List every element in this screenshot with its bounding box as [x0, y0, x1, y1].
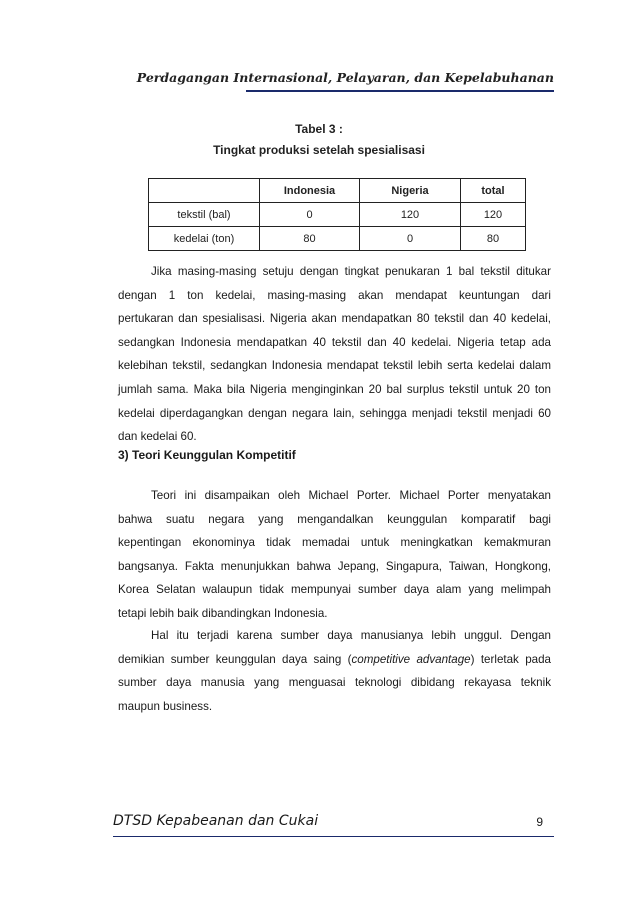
table-cell: 120 — [461, 203, 526, 227]
paragraph-line: maupun business. — [118, 699, 213, 713]
paragraph-human-resources — [118, 624, 551, 718]
paragraph-line: bangsanya. Fakta menunjukkan bahwa Jepang, Singapura, Taiwan, Hongkong, — [118, 559, 551, 573]
paragraph-line: sedangkan Indonesia mendapatkan 40 tekstil dan 40 kedelai. Nigeria tetap ada — [118, 335, 551, 349]
section-heading: 3) Teori Keunggulan Kompetitif — [118, 448, 296, 462]
table-cell: tekstil (bal) — [149, 203, 260, 227]
header-rule — [246, 90, 554, 92]
table-header-cell: Nigeria — [360, 179, 461, 203]
table-cell: 80 — [260, 227, 360, 251]
text-fragment: demikian sumber keunggulan daya saing ( — [118, 652, 352, 666]
page-number: 9 — [536, 815, 543, 829]
paragraph-line: kepentingan ekonominya tidak memadai untuk meningkatkan kemakmuran — [118, 536, 551, 550]
paragraph-porter — [118, 484, 551, 626]
paragraph-line: kedelai diperdagangkan dengan negara lain, sehingga menjadi tekstil menjadi 60 — [118, 406, 551, 420]
table-header-cell: total — [461, 179, 526, 203]
paragraph-line: bahwa suatu negara yang mengandalkan keunggulan komparatif bagi — [118, 512, 551, 526]
paragraph-line: Korea Selatan walaupun tidak mempunyai sumber daya alam yang melimpah — [118, 583, 551, 597]
paragraph-line: Hal itu terjadi karena sumber daya manusianya lebih unggul. Dengan — [151, 629, 551, 642]
paragraph-line: tetapi lebih baik dibandingkan Indonesia. — [118, 606, 328, 620]
paragraph-exchange — [118, 260, 551, 449]
table-cell: kedelai (ton) — [149, 227, 260, 251]
paragraph-line: Jika masing-masing setuju dengan tingkat penukaran 1 bal tekstil ditukar — [151, 265, 551, 278]
production-table — [148, 178, 526, 251]
table-row — [149, 227, 526, 251]
footer-rule — [113, 836, 554, 837]
table-cell: 0 — [260, 203, 360, 227]
paragraph-line: pertukaran dan spesialisasi. Nigeria akan mendapatkan 80 tekstil dan 40 kedelai, — [118, 312, 551, 326]
table-row — [149, 203, 526, 227]
paragraph-line: dengan 1 ton kedelai, masing-masing akan mendapat keuntungan dari — [118, 288, 551, 302]
paragraph-line: kelebihan tekstil, sedangkan Indonesia mendapat tekstil lebih serta kedelai dalam — [118, 359, 551, 373]
text-fragment: ) terletak pada — [470, 652, 551, 666]
table-cell: 80 — [461, 227, 526, 251]
paragraph-line: jumlah sama. Maka bila Nigeria menginginkan 20 bal surplus tekstil untuk 20 ton — [118, 382, 551, 396]
footer-title: DTSD Kepabeanan dan Cukai — [113, 813, 319, 829]
paragraph-line: dan kedelai 60. — [118, 430, 197, 444]
table-caption-title: Tingkat produksi setelah spesialisasi — [213, 143, 425, 157]
table-cell: 120 — [360, 203, 461, 227]
italic-term: competitive advantage — [351, 652, 471, 666]
table-header-cell — [149, 179, 260, 203]
paragraph-line: sumber daya manusia yang menguasai teknologi dibidang rekayasa teknik — [118, 676, 551, 690]
table-cell: 0 — [360, 227, 461, 251]
table-header-cell: Indonesia — [260, 179, 360, 203]
running-header: Perdagangan Internasional, Pelayaran, dan Kepelabuhanan — [136, 70, 554, 85]
paragraph-line: Teori ini disampaikan oleh Michael Porter. Michael Porter menyatakan — [151, 489, 551, 502]
table-header-row — [149, 179, 526, 203]
paragraph-line — [118, 648, 551, 672]
table-caption-number: Tabel 3 : — [295, 122, 343, 136]
